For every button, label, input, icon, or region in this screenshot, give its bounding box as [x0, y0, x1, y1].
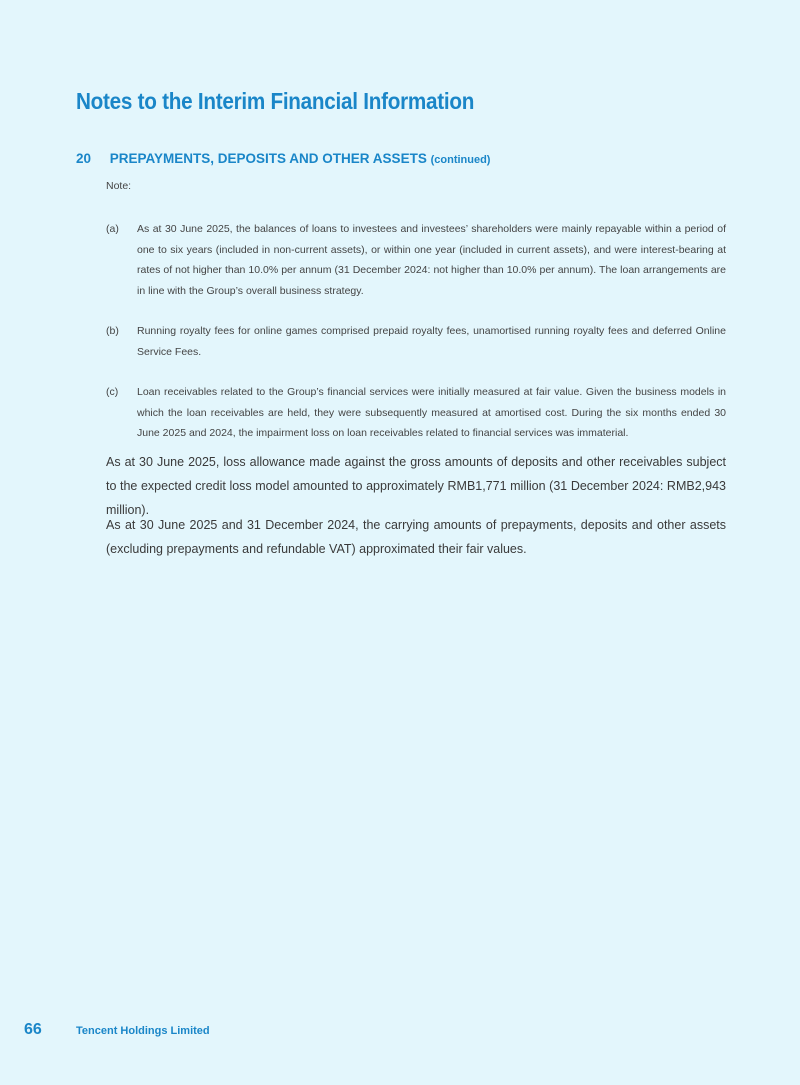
section-number: 20 [76, 151, 92, 166]
section-continued: (continued) [430, 154, 491, 166]
note-item-c [106, 382, 726, 444]
note-list [106, 219, 726, 464]
note-text: Running royalty fees for online games comprised prepaid royalty fees, unamortised running royalty fees and deferred Online Service Fees. [137, 325, 726, 358]
note-label: Note: [106, 180, 132, 192]
footer-company-name: Tencent Holdings Limited [76, 1025, 210, 1037]
note-marker: (a) [106, 223, 119, 235]
note-text: Loan receivables related to the Group’s financial services were initially measured at fair value. Given the business models in which the loan receivables are held, they were subsequently measured at amortised cost. During the six months ended 30 June 2025 and 2024, the impairment loss on loan receivables related to financial services was immaterial. [137, 386, 726, 439]
note-marker: (c) [106, 386, 119, 398]
section-heading [76, 151, 490, 166]
note-item-a [106, 219, 726, 301]
note-marker: (b) [106, 325, 119, 337]
section-title: PREPAYMENTS, DEPOSITS AND OTHER ASSETS [109, 151, 427, 166]
body-paragraph-fair-values: As at 30 June 2025 and 31 December 2024, the carrying amounts of prepayments, deposits and other assets (excluding prepayments and refundable VAT) approximated their fair values. [106, 518, 726, 556]
page-title: Notes to the Interim Financial Information [76, 88, 475, 114]
note-item-b [106, 321, 726, 362]
body-paragraph-loss-allowance: As at 30 June 2025, loss allowance made against the gross amounts of deposits and other receivables subject to the expected credit loss model amounted to approximately RMB1,771 million (31 December 2024: RMB2,943 million). [106, 455, 726, 517]
note-text: As at 30 June 2025, the balances of loans to investees and investees’ shareholders were mainly repayable within a period of one to six years (included in non-current assets), or within one year (included in current assets), and were interest-bearing at rates of not higher than 10.0% per annum (31 December 2024: not higher than 10.0% per annum). The loan arrangements are in line with the Group’s overall business strategy. [137, 223, 726, 297]
footer-page-number: 66 [24, 1021, 42, 1038]
